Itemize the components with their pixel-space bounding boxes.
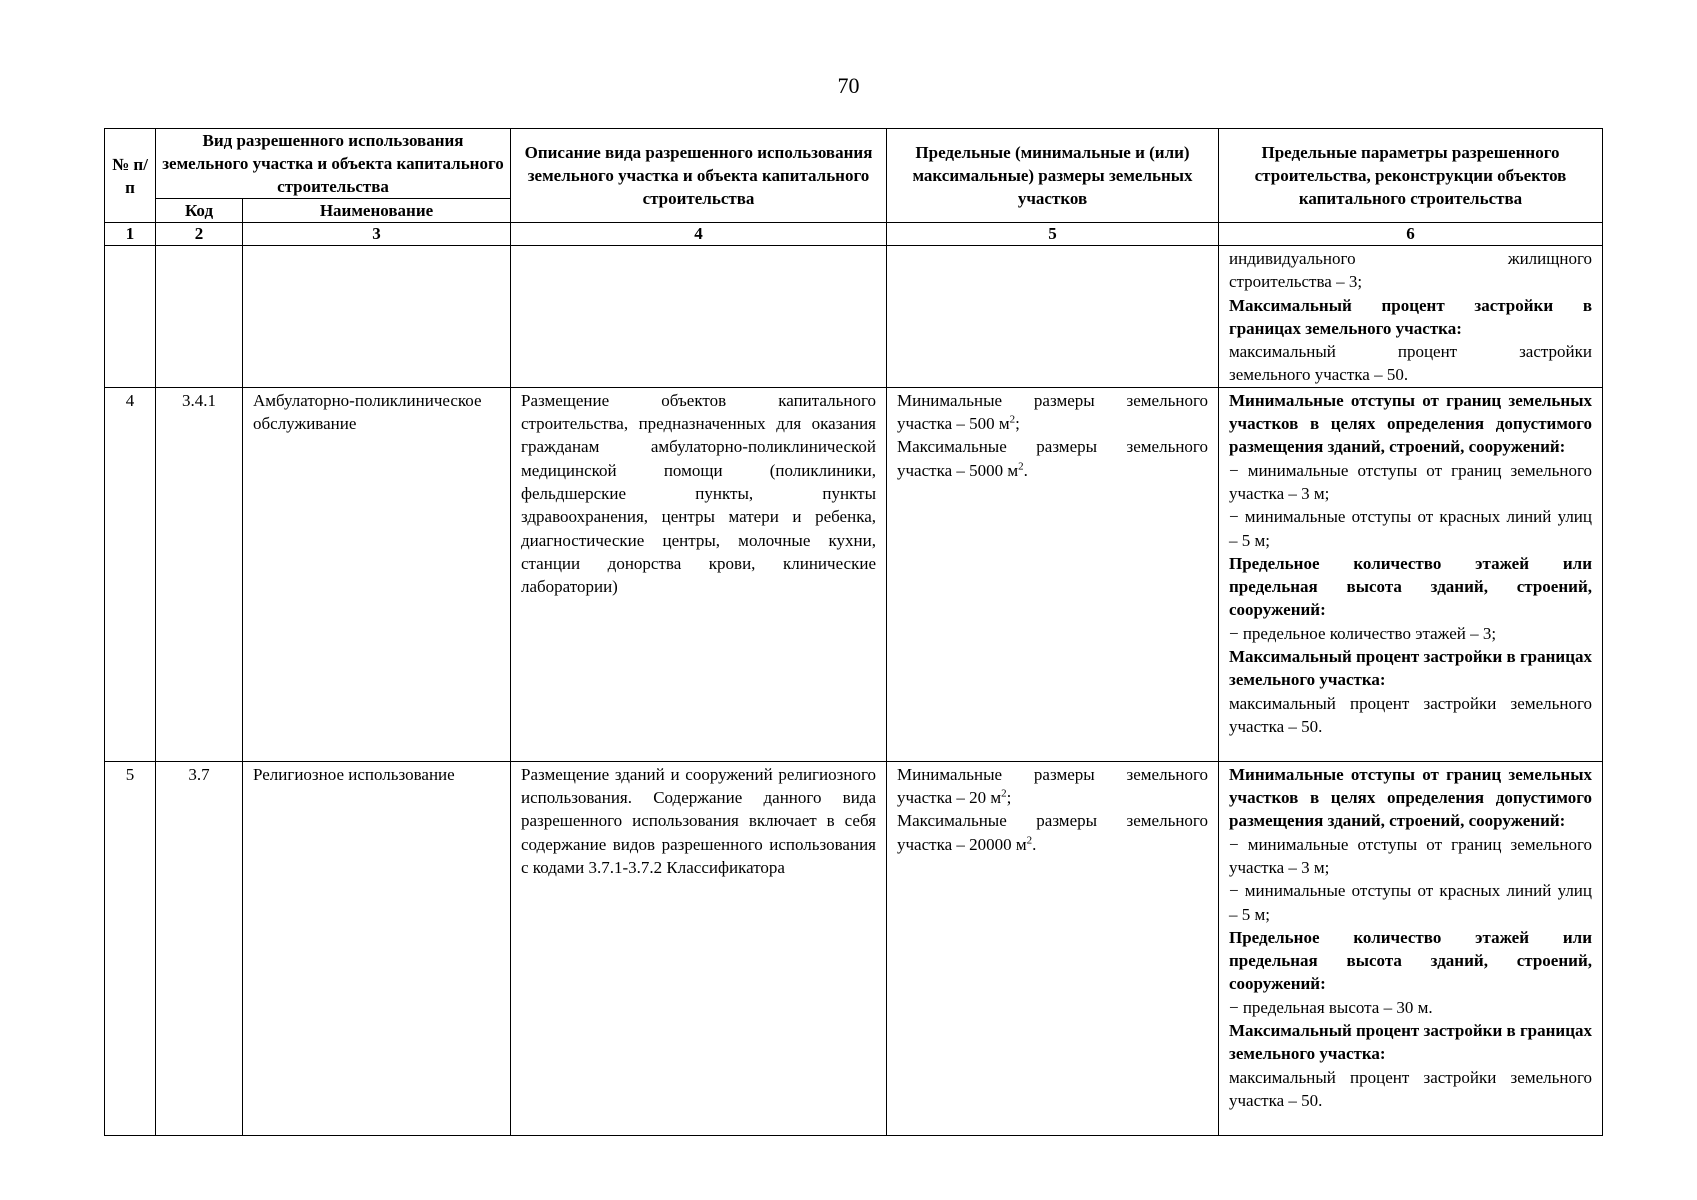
- table-row: [105, 387, 1603, 761]
- continued-params-cell: [1219, 246, 1603, 388]
- superscript: 2: [1001, 787, 1007, 800]
- cell-empty: [105, 246, 156, 388]
- header-num: № п/п: [105, 129, 156, 223]
- header-row: [105, 129, 1603, 199]
- row-code: 3.7: [156, 761, 243, 1135]
- params-line: границах земельного участка:: [1229, 318, 1462, 338]
- params-line: максимальный процент застройки: [1229, 342, 1592, 362]
- size-min: Минимальные размеры земельного участка – 500 м: [897, 390, 1208, 434]
- size-max-end: .: [1032, 834, 1037, 854]
- header-permitted-use-group: Вид разрешенного использования земельного участка и объекта капитального строительства: [156, 129, 511, 199]
- header-land-sizes: Предельные (минимальные и (или) максимальные) размеры земельных участков: [887, 129, 1219, 223]
- cell-empty: [243, 246, 511, 388]
- size-min-end: ;: [1015, 414, 1020, 434]
- params-item: − минимальные отступы от границ земельного участка – 3 м;: [1229, 834, 1592, 877]
- params-line: Максимальный процент застройки в: [1229, 295, 1592, 315]
- header-construction-params: Предельные параметры разрешенного строительства, реконструкции объектов капитального строительства: [1219, 129, 1603, 223]
- page-number: 70: [837, 73, 860, 98]
- params-item: максимальный процент застройки земельного участка – 50.: [1229, 693, 1592, 736]
- size-min: Минимальные размеры земельного участка – 20 м: [897, 764, 1208, 808]
- params-item: − минимальные отступы от красных линий улиц – 5 м;: [1229, 507, 1592, 550]
- header-code: Код: [156, 199, 243, 223]
- params-item: − минимальные отступы от границ земельного участка – 3 м;: [1229, 460, 1592, 503]
- row-name: Религиозное использование: [243, 761, 511, 1135]
- row-construction-params: [1219, 387, 1603, 761]
- size-max-end: .: [1023, 460, 1028, 480]
- table-row-continuation: [105, 246, 1603, 388]
- params-heading: Предельное количество этажей или предельная высота зданий, строений, сооружений:: [1229, 927, 1592, 994]
- params-heading: Максимальный процент застройки в границах земельного участка:: [1229, 1021, 1593, 1064]
- row-name: Амбулаторно-поликлиническое обслуживание: [243, 387, 511, 761]
- params-line: строительства – 3;: [1229, 272, 1363, 292]
- params-heading: Максимальный процент застройки в границах земельного участка:: [1229, 647, 1593, 690]
- row-description: Размещение зданий и сооружений религиозного использования. Содержание данного вида разрешенного использования включает в себя содержание видов разрешенного использования с кодами 3.7.1-3.7.2 Классификатора: [511, 761, 887, 1135]
- size-max: Максимальные размеры земельного участка – 20000 м: [897, 811, 1208, 854]
- params-line: земельного участка – 50.: [1229, 365, 1409, 385]
- table-row: [105, 761, 1603, 1135]
- params-item: максимальный процент застройки земельного участка – 50.: [1229, 1067, 1592, 1110]
- row-number: 4: [105, 387, 156, 761]
- column-number: 4: [511, 223, 887, 246]
- params-line: индивидуального жилищного: [1229, 249, 1592, 268]
- superscript: 2: [1026, 834, 1033, 847]
- size-max: Максимальные размеры земельного участка – 5000 м: [897, 437, 1208, 480]
- header-description: Описание вида разрешенного использования земельного участка и объекта капитального строительства: [511, 129, 887, 223]
- column-number: 6: [1219, 223, 1603, 246]
- row-code: 3.4.1: [156, 387, 243, 761]
- column-number: 3: [243, 223, 511, 246]
- cell-empty: [511, 246, 887, 388]
- column-number: 5: [887, 223, 1219, 246]
- params-item: − предельное количество этажей – 3;: [1229, 623, 1497, 643]
- params-heading: Минимальные отступы от границ земельных участков в целях определения допустимого размещения зданий, строений, сооружений:: [1229, 764, 1592, 831]
- header-name: Наименование: [243, 199, 511, 223]
- column-number: 1: [105, 223, 156, 246]
- row-description: Размещение объектов капитального строительства, предназначенных для оказания гражданам амбулаторно-поликлинической медицинской помощи (поликлиники, фельдшерские пункты, пункты здравоохранения, центры матери и ребенка, диагностические центры, молочные кухни, станции донорства крови, клинические лаборатории): [511, 387, 887, 761]
- row-land-sizes: [887, 387, 1219, 761]
- row-number: 5: [105, 761, 156, 1135]
- cell-empty: [887, 246, 1219, 388]
- size-min-end: ;: [1006, 788, 1012, 808]
- params-item: − минимальные отступы от красных линий улиц – 5 м;: [1229, 881, 1592, 924]
- column-number: 2: [156, 223, 243, 246]
- cell-empty: [156, 246, 243, 388]
- zoning-regulations-table: [104, 128, 1603, 1136]
- row-land-sizes: [887, 761, 1219, 1135]
- superscript: 2: [1018, 460, 1024, 473]
- params-item: − предельная высота – 30 м.: [1229, 997, 1433, 1017]
- params-heading: Предельное количество этажей или предельная высота зданий, строений, сооружений:: [1229, 553, 1592, 620]
- row-construction-params: [1219, 761, 1603, 1135]
- column-number-row: [105, 223, 1603, 246]
- superscript: 2: [1009, 413, 1016, 426]
- params-heading: Минимальные отступы от границ земельных участков в целях определения допустимого размещения зданий, строений, сооружений:: [1229, 390, 1592, 457]
